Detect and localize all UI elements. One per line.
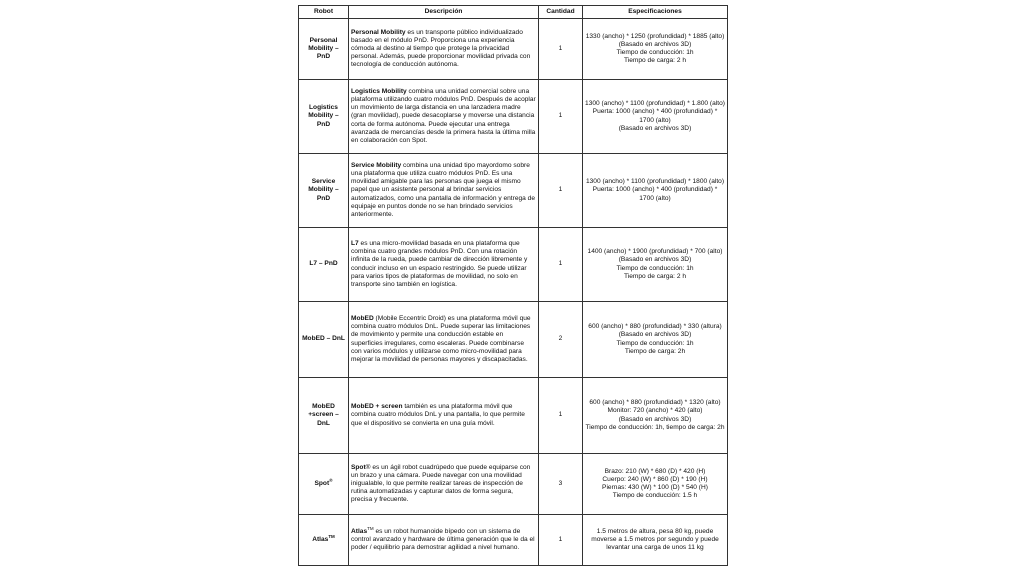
spec-line: 1400 (ancho) * 1900 (profundidad) * 700 (alto): [587, 248, 723, 256]
spec-line: Tiempo de carga: 2 h: [623, 272, 687, 280]
spec-line: Piernas: 430 (W) * 100 (D) * 540 (H): [602, 484, 708, 491]
spec-line: (Basado en archivos 3D): [618, 256, 692, 264]
table-row: [299, 80, 728, 154]
spec-line: Cuerpo: 240 (W) * 860 (D) * 190 (H): [602, 475, 708, 483]
spec-line: (Basado en archivos 3D): [618, 415, 692, 423]
table-row: [299, 515, 728, 566]
robot-specs: [583, 154, 728, 228]
table-row: [299, 19, 728, 80]
spec-line: 1300 (ancho) * 1100 (profundidad) * 1.800 (alto): [585, 100, 725, 108]
header-description: Descripción: [349, 6, 539, 19]
robot-description: L7 es una micro-movilidad basada en una plataforma que combina cuatro grandes módulos PnD. Con una rotación infinita de la rueda, puede cambiar de dirección libremente y conducir incluso en un espacio restringido. Se puede utilizar para varios tipos de plataformas de movilidad, no solo en transporte sino también en logística.: [349, 228, 539, 302]
robot-specs: [583, 19, 728, 80]
spec-line: 600 (ancho) * 880 (profundidad) * 330 (altura): [588, 323, 722, 331]
spec-line: Tiempo de conducción: 1.5 h: [612, 492, 698, 500]
spec-line: 1330 (ancho) * 1250 (profundidad) * 1885 (alto): [585, 32, 725, 40]
spec-line: Puerta: 1000 (ancho) * 400 (profundidad) * 1700 (alto): [592, 108, 718, 124]
spec-line: Tiempo de conducción: 1h: [616, 264, 694, 272]
spec-line: 600 (ancho) * 880 (profundidad) * 1320 (alto): [589, 399, 721, 407]
robot-specs: [583, 454, 728, 515]
robot-quantity: 1: [539, 378, 583, 454]
robot-description: Logistics Mobility combina una unidad comercial sobre una plataforma utilizando cuatro módulos PnD. Después de acoplar un movimiento de larga distancia en una lanzadera madre (gran movilidad), puede desacoplarse y moverse una distancia corta de forma autónoma. Puede ejecutar una entrega avanzada de mercancías desde la primera hasta la última milla en colaboración con Spot.: [349, 80, 539, 154]
robot-specs: [583, 515, 728, 566]
robot-description: MobED (Mobile Eccentric Droid) es una plataforma móvil que combina cuatro módulos DnL. Puede superar las limitaciones de movimiento y permite una conducción estable en superficies irregulares, como escaleras. Puede combinarse con varios módulos y utilizarse como micro-movilidad para mejorar la movilidad de personas mayores y discapacitadas.: [349, 302, 539, 378]
robot-specs: [583, 378, 728, 454]
robot-description: Atlas™ es un robot humanoide bípedo con un sistema de control avanzado y hardware de última generación que le da el poder / equilibrio para demostrar agilidad a nivel humano.: [349, 515, 539, 566]
spec-line: Puerta: 1000 (ancho) * 400 (profundidad) * 1700 (alto): [592, 186, 718, 202]
robot-description: Service Mobility combina una unidad tipo mayordomo sobre una plataforma que utiliza cuatro módulos PnD. Es una movilidad amigable para las personas que juega el mismo papel que un asistente personal al brindar servicios automatizados, como una pantalla de información y entrega de equipaje en puntos donde no se han brindado servicios anteriormente.: [349, 154, 539, 228]
spec-line: Tiempo de conducción: 1h: [616, 339, 694, 347]
robot-name: MobED – DnL: [299, 302, 349, 378]
spec-line: Tiempo de carga: 2h: [624, 347, 686, 355]
robot-quantity: 1: [539, 80, 583, 154]
robot-name: Atlas™: [299, 515, 349, 566]
spec-line: (Basado en archivos 3D): [618, 331, 692, 339]
robot-name: Spot®: [299, 454, 349, 515]
robot-name: MobED +screen – DnL: [299, 378, 349, 454]
robot-specs: [583, 302, 728, 378]
robot-name: Logistics Mobility – PnD: [299, 80, 349, 154]
robot-name: Personal Mobility – PnD: [299, 19, 349, 80]
robot-quantity: 2: [539, 302, 583, 378]
robot-description: Spot® es un ágil robot cuadrúpedo que puede equiparse con un brazo y una cámara. Puede navegar con una movilidad inigualable, lo que permite realizar tareas de inspección de rutina automatizadas y capturar datos de forma segura, precisa y frecuente.: [349, 454, 539, 515]
spec-line: (Basado en archivos 3D): [618, 124, 692, 132]
spec-line: (Basado en archivos 3D): [618, 40, 692, 48]
header-specs: Especificaciones: [583, 6, 728, 19]
spec-line: Tiempo de conducción: 1h, tiempo de carga: 2h: [585, 423, 725, 431]
table-row: [299, 228, 728, 302]
robot-name: L7 – PnD: [299, 228, 349, 302]
robot-quantity: 1: [539, 515, 583, 566]
robot-description: Personal Mobility es un transporte público individualizado basado en el módulo PnD. Proporciona una experiencia cómoda al destino al tiempo que protege la privacidad personal. Además, puede proporcionar movilidad privada con tecnología de conducción autónoma.: [349, 19, 539, 80]
spec-line: Tiempo de conducción: 1h: [616, 49, 694, 56]
spec-line: Tiempo de carga: 2 h: [623, 57, 687, 65]
header-robot: Robot: [299, 6, 349, 19]
robot-specs: [583, 80, 728, 154]
table-row: [299, 302, 728, 378]
header-row: [299, 6, 728, 19]
robot-description: MobED + screen también es una plataforma móvil que combina cuatro módulos DnL y una pantalla, lo que permite que el dispositivo se convierta en una guía móvil.: [349, 378, 539, 454]
robot-quantity: 1: [539, 228, 583, 302]
table-row: [299, 154, 728, 228]
header-quantity: Cantidad: [539, 6, 583, 19]
robot-quantity: 1: [539, 154, 583, 228]
robot-quantity: 3: [539, 454, 583, 515]
spec-line: 1.5 metros de altura, pesa 80 kg, puede moverse a 1.5 metros por segundo y puede levantar una carga de unos 11 kg: [591, 527, 719, 552]
robot-specs: [583, 228, 728, 302]
robot-table: [298, 5, 728, 566]
spec-line: Monitor: 720 (ancho) * 420 (alto): [607, 407, 703, 415]
robot-name: Service Mobility – PnD: [299, 154, 349, 228]
table-row: [299, 454, 728, 515]
table-row: [299, 378, 728, 454]
robot-quantity: 1: [539, 19, 583, 80]
spec-line: 1300 (ancho) * 1100 (profundidad) * 1800 (alto): [585, 178, 725, 186]
spec-line: Brazo: 210 (W) * 680 (D) * 420 (H): [604, 467, 706, 475]
